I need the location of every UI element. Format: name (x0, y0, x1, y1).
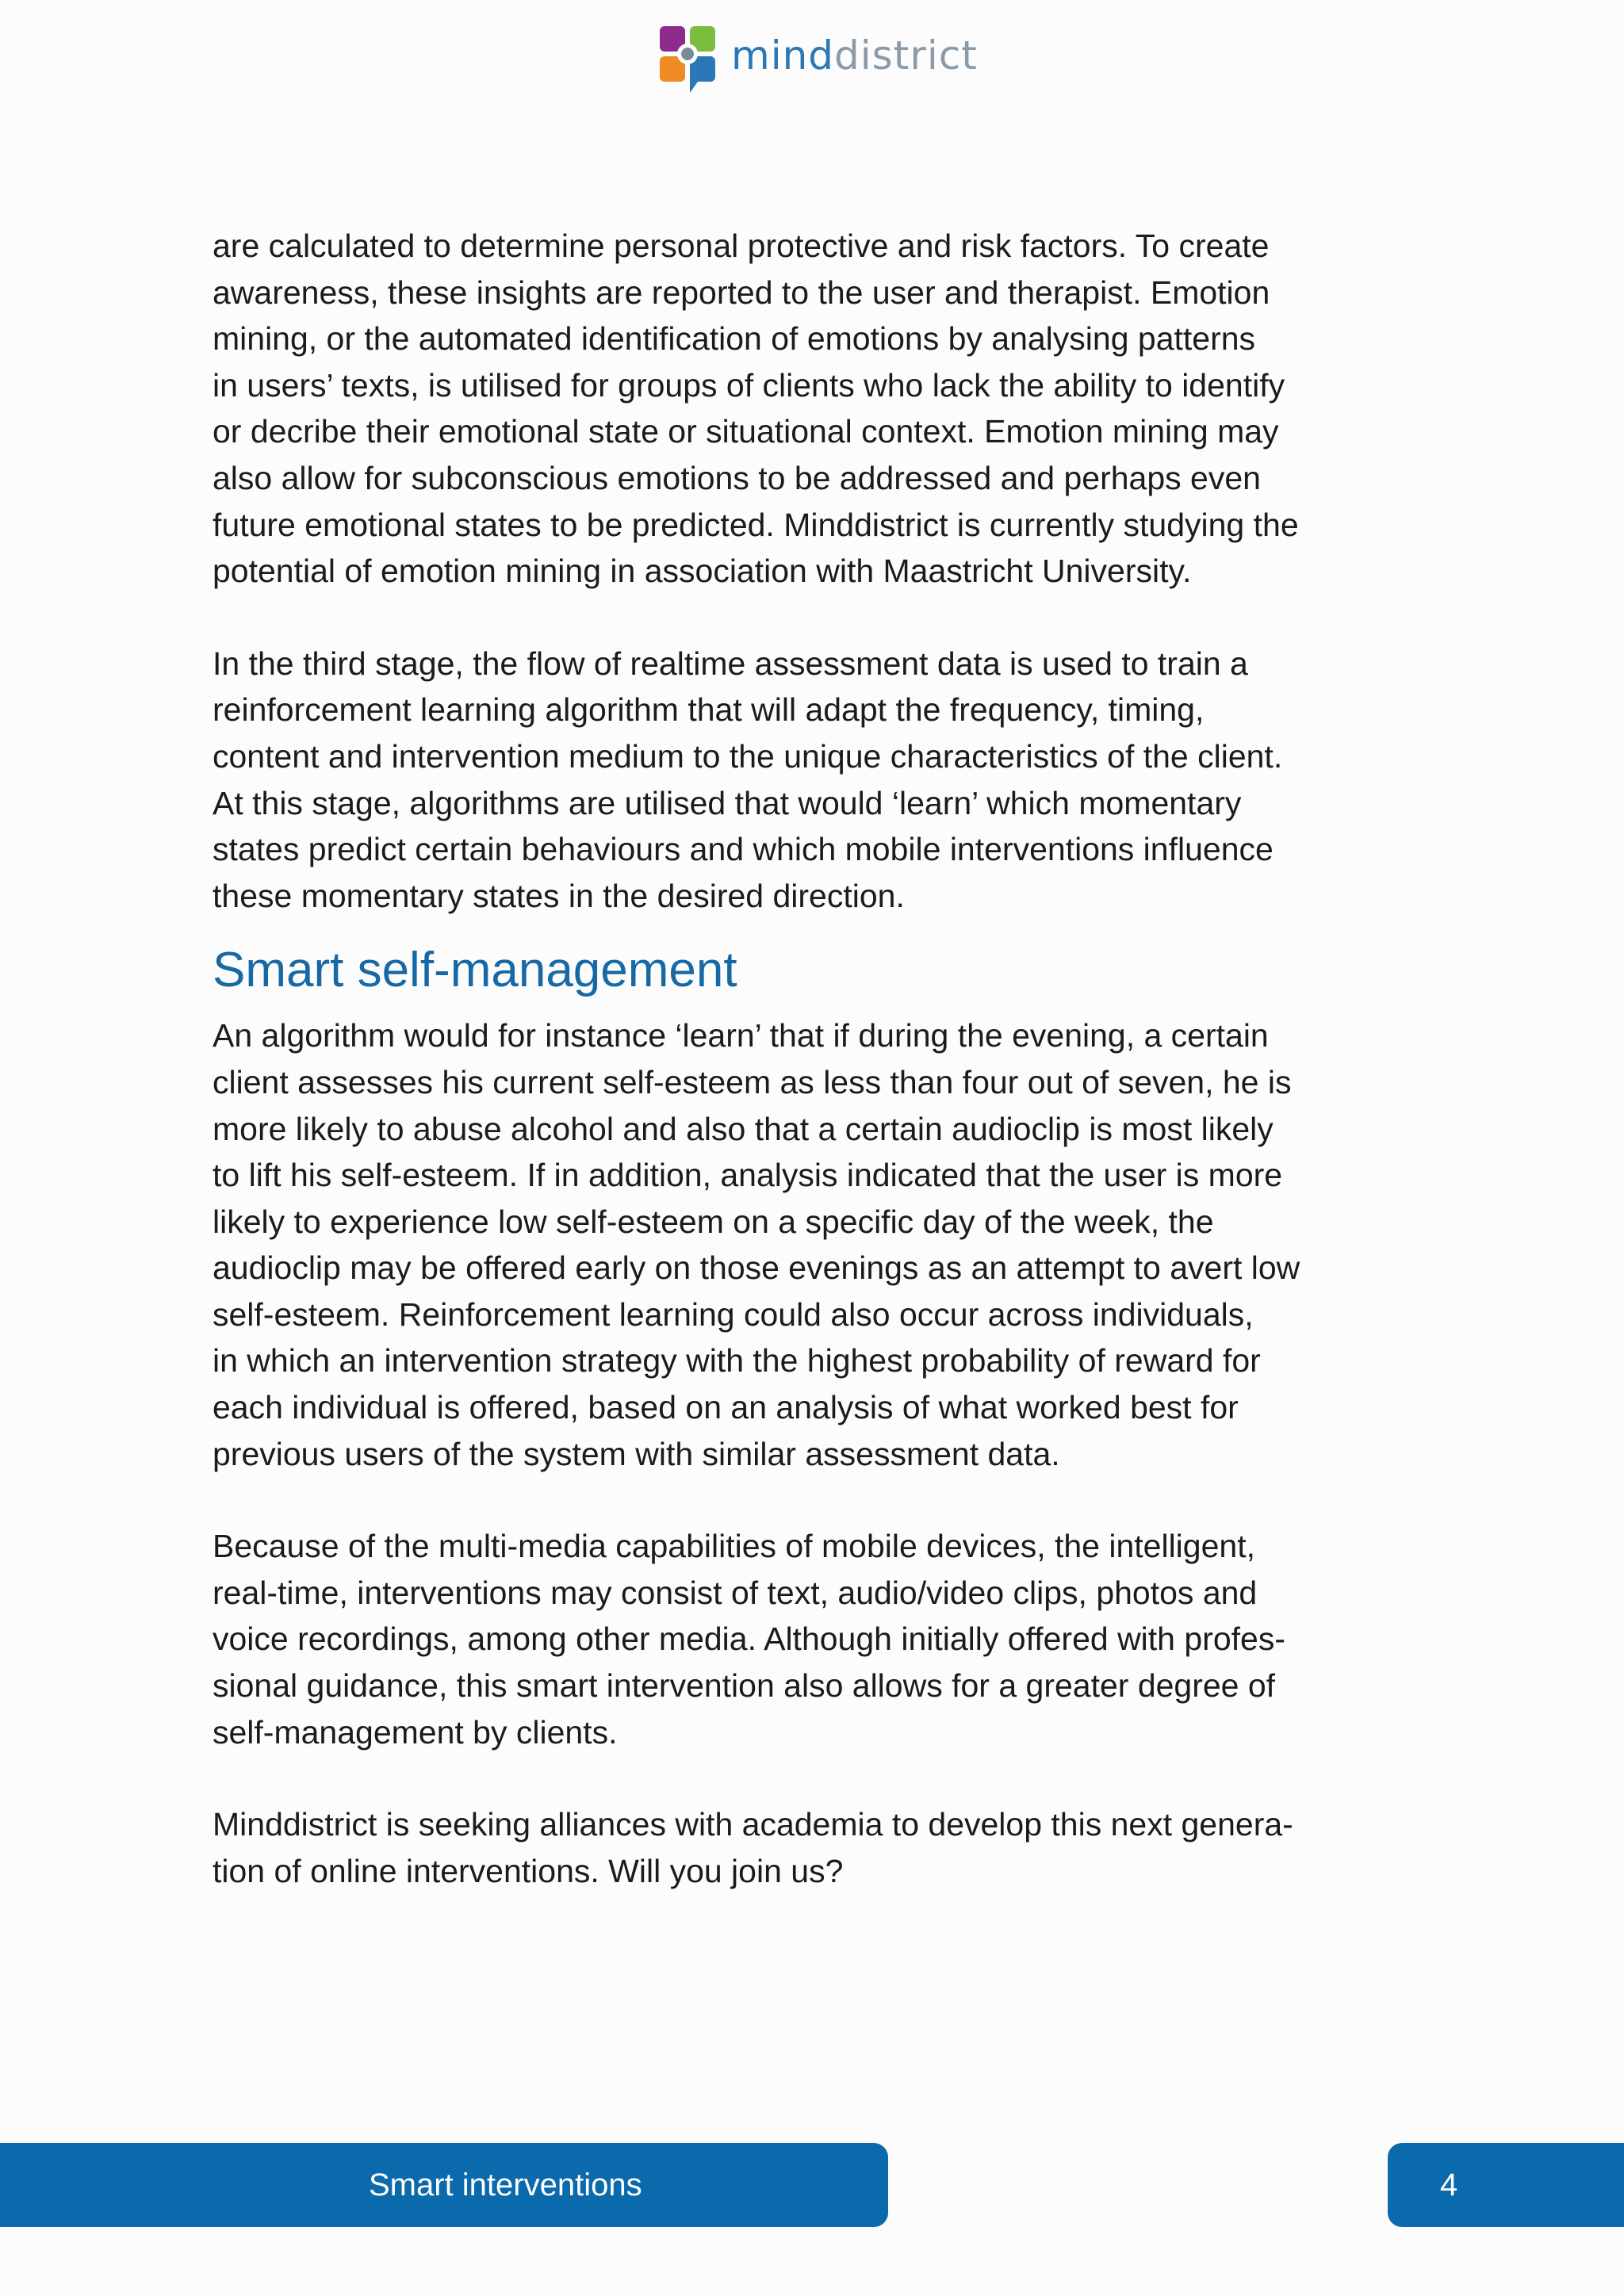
page-content (213, 223, 1434, 1894)
footer-section-bar (0, 2143, 888, 2227)
paragraph-multimedia: Because of the multi-media capabilities of mobile devices, the intelligent, real-time, interventions may consist of text, audio/video clips, photos and voice recordings, among other media. Although initially offered with profes- sional guidance, this smart intervention also allows for a greater degree of self-management by clients. (213, 1528, 1285, 1751)
footer-section-title: Smart interventions (369, 2167, 642, 2202)
minddistrict-logo (658, 24, 978, 97)
paragraph-third-stage: In the third stage, the flow of realtime assessment data is used to train a reinforcement learning algorithm that will adapt the frequency, timing, content and intervention medium to the unique characteristics of the client. At this stage, algorithms are utilised that would ‘learn’ which momentary states predict certain behaviours and which mobile interventions influence these momentary states in the desired direction. (213, 645, 1283, 914)
paragraph-algorithm-example: An algorithm would for instance ‘learn’ that if during the evening, a certain client assesses his current self-esteem as less than four out of seven, he is more likely to abuse alcohol and also that a certain audioclip is most likely to lift his self-esteem. If in addition, analysis indicated that the user is more likely to experience low self-esteem on a specific day of the week, the audioclip may be offered early on those evenings as an attempt to avert low self-esteem. Reinforcement learning could also occur across individuals, in which an intervention strategy with the highest probability of reward for each individual is offered, based on an analysis of what worked best for previous users of the system with similar assessment data. (213, 1017, 1300, 1472)
logo-district-text: district (834, 33, 978, 78)
logo-wordmark (731, 33, 978, 78)
paragraph-alliances: Minddistrict is seeking alliances with academia to develop this next genera- tion of online interventions. Will you join us? (213, 1806, 1293, 1889)
minddistrict-logo-icon (658, 25, 718, 96)
paragraph-emotion-mining: are calculated to determine personal protective and risk factors. To create awareness, these insights are reported to the user and therapist. Emotion mining, or the automated identification of emotions by analysing patterns in users’ texts, is utilised for groups of clients who lack the ability to identify or decribe their emotional state or situational context. Emotion mining may also allow for subconscious emotions to be addressed and perhaps even future emotional states to be predicted. Minddistrict is currently studying the potential of emotion mining in association with Maastricht University. (213, 228, 1299, 590)
logo-mind-text: mind (731, 33, 835, 78)
page-number: 4 (1440, 2167, 1458, 2202)
footer-page-tab (1388, 2143, 1624, 2227)
section-heading: Smart self-management (213, 943, 737, 998)
